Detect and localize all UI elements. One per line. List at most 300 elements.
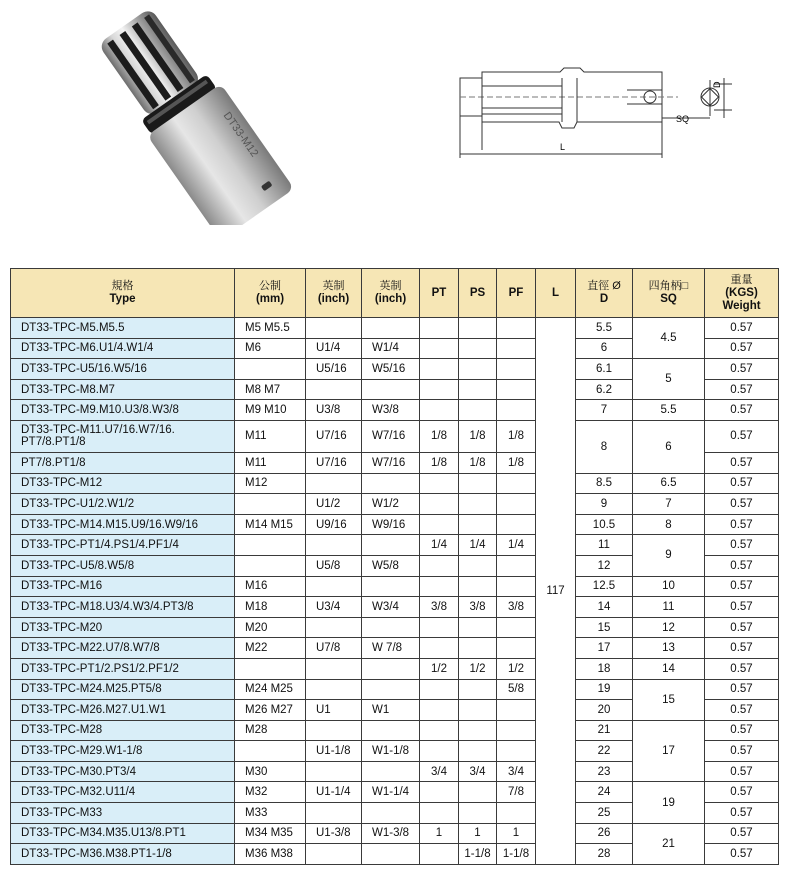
cell-inch-w: W3/8 bbox=[362, 400, 420, 421]
cell-pf: 1-1/8 bbox=[497, 844, 536, 865]
cell-type: DT33-TPC-M8.M7 bbox=[11, 379, 235, 400]
cell-sq: 14 bbox=[633, 658, 705, 679]
cell-inch-u bbox=[306, 617, 362, 638]
cell-mm: M34 M35 bbox=[235, 823, 306, 844]
cell-d: 24 bbox=[576, 782, 633, 803]
cell-inch-u bbox=[306, 379, 362, 400]
table-row bbox=[11, 494, 779, 515]
cell-pf: 3/8 bbox=[497, 597, 536, 618]
cell-d: 21 bbox=[576, 720, 633, 741]
cell-mm: M22 bbox=[235, 638, 306, 659]
table-body bbox=[11, 318, 779, 865]
cell-weight: 0.57 bbox=[705, 658, 779, 679]
cell-d: 6.2 bbox=[576, 379, 633, 400]
spec-table bbox=[10, 268, 779, 865]
cell-mm: M11 bbox=[235, 452, 306, 473]
cell-d: 19 bbox=[576, 679, 633, 700]
cell-inch-w bbox=[362, 803, 420, 824]
cell-inch-u: U5/16 bbox=[306, 359, 362, 380]
cell-type: DT33-TPC-PT1/4.PS1/4.PF1/4 bbox=[11, 535, 235, 556]
cell-weight: 0.57 bbox=[705, 535, 779, 556]
header-en: PF bbox=[508, 286, 524, 299]
cell-ps bbox=[459, 400, 497, 421]
cell-d: 11 bbox=[576, 535, 633, 556]
cell-pf bbox=[497, 638, 536, 659]
cell-ps: 1/2 bbox=[459, 658, 497, 679]
cell-pf: 1/4 bbox=[497, 535, 536, 556]
cell-sq: 21 bbox=[633, 823, 705, 864]
cell-weight: 0.57 bbox=[705, 782, 779, 803]
cell-pf bbox=[497, 514, 536, 535]
cell-inch-u bbox=[306, 576, 362, 597]
cell-inch-w: W7/16 bbox=[362, 420, 420, 452]
header-en: SQ bbox=[660, 293, 677, 305]
cell-sq: 19 bbox=[633, 782, 705, 823]
cell-pt bbox=[420, 679, 459, 700]
cell-d: 8 bbox=[576, 420, 633, 473]
header-sq bbox=[633, 269, 705, 318]
cell-ps: 3/4 bbox=[459, 761, 497, 782]
table-row bbox=[11, 638, 779, 659]
cell-weight: 0.57 bbox=[705, 679, 779, 700]
cell-type: DT33-TPC-U5/8.W5/8 bbox=[11, 555, 235, 576]
cell-mm: M24 M25 bbox=[235, 679, 306, 700]
cell-mm: M11 bbox=[235, 420, 306, 452]
cell-inch-w: W5/8 bbox=[362, 555, 420, 576]
cell-type: DT33-TPC-PT1/2.PS1/2.PF1/2 bbox=[11, 658, 235, 679]
cell-pf bbox=[497, 379, 536, 400]
cell-d: 14 bbox=[576, 597, 633, 618]
cell-pt: 1/8 bbox=[420, 420, 459, 452]
cell-ps bbox=[459, 720, 497, 741]
header-inch-w bbox=[362, 269, 420, 318]
table-row bbox=[11, 318, 779, 339]
cell-weight: 0.57 bbox=[705, 597, 779, 618]
cell-mm: M12 bbox=[235, 473, 306, 494]
cell-inch-w: W1/4 bbox=[362, 338, 420, 359]
cell-pf bbox=[497, 555, 536, 576]
cell-pt bbox=[420, 473, 459, 494]
cell-type: DT33-TPC-M20 bbox=[11, 617, 235, 638]
cell-d: 12.5 bbox=[576, 576, 633, 597]
cell-type: DT33-TPC-M34.M35.U13/8.PT1 bbox=[11, 823, 235, 844]
header-pt bbox=[420, 269, 459, 318]
cell-inch-u: U1/4 bbox=[306, 338, 362, 359]
header-zh: 四角柄□ bbox=[648, 280, 689, 292]
cell-weight: 0.57 bbox=[705, 359, 779, 380]
cell-inch-w bbox=[362, 720, 420, 741]
cell-pf bbox=[497, 741, 536, 762]
cell-ps: 1/4 bbox=[459, 535, 497, 556]
header-en: Type bbox=[109, 293, 136, 305]
cell-weight: 0.57 bbox=[705, 420, 779, 452]
cell-d: 5.5 bbox=[576, 318, 633, 339]
cell-inch-w: W7/16 bbox=[362, 452, 420, 473]
cell-inch-u bbox=[306, 720, 362, 741]
table-row bbox=[11, 617, 779, 638]
cell-mm bbox=[235, 535, 306, 556]
cell-weight: 0.57 bbox=[705, 400, 779, 421]
cell-inch-w bbox=[362, 844, 420, 865]
cell-inch-u: U1-1/8 bbox=[306, 741, 362, 762]
cell-inch-w: W1-1/4 bbox=[362, 782, 420, 803]
cell-type: DT33-TPC-M32.U11/4 bbox=[11, 782, 235, 803]
header-zh: 規格 bbox=[111, 280, 134, 292]
cell-inch-w: W1-1/8 bbox=[362, 741, 420, 762]
cell-pf bbox=[497, 338, 536, 359]
cell-sq: 5.5 bbox=[633, 400, 705, 421]
header-en: (KGS) bbox=[725, 286, 758, 299]
cell-ps bbox=[459, 473, 497, 494]
cell-pt bbox=[420, 338, 459, 359]
header-ps bbox=[459, 269, 497, 318]
cell-weight: 0.57 bbox=[705, 741, 779, 762]
header-d bbox=[576, 269, 633, 318]
header-en: PS bbox=[469, 286, 486, 299]
cell-type: DT33-TPC-M5.M5.5 bbox=[11, 318, 235, 339]
cell-sq: 8 bbox=[633, 514, 705, 535]
cell-pf bbox=[497, 576, 536, 597]
cell-inch-u: U3/4 bbox=[306, 597, 362, 618]
cell-sq: 5 bbox=[633, 359, 705, 400]
cell-mm bbox=[235, 741, 306, 762]
cell-weight: 0.57 bbox=[705, 379, 779, 400]
cell-pt bbox=[420, 720, 459, 741]
cell-ps bbox=[459, 576, 497, 597]
cell-ps bbox=[459, 782, 497, 803]
table-row bbox=[11, 782, 779, 803]
cell-pf: 3/4 bbox=[497, 761, 536, 782]
header-en: (inch) bbox=[317, 293, 350, 305]
cell-weight: 0.57 bbox=[705, 494, 779, 515]
cell-inch-u: U1/2 bbox=[306, 494, 362, 515]
cell-type: DT33-TPC-U1/2.W1/2 bbox=[11, 494, 235, 515]
cell-mm: M9 M10 bbox=[235, 400, 306, 421]
cell-d: 12 bbox=[576, 555, 633, 576]
cell-ps bbox=[459, 617, 497, 638]
cell-pf bbox=[497, 700, 536, 721]
cell-type: DT33-TPC-M24.M25.PT5/8 bbox=[11, 679, 235, 700]
cell-ps bbox=[459, 494, 497, 515]
cell-inch-u: U1-3/8 bbox=[306, 823, 362, 844]
cell-pf: 1 bbox=[497, 823, 536, 844]
cell-sq: 11 bbox=[633, 597, 705, 618]
cell-type: DT33-TPC-M26.M27.U1.W1 bbox=[11, 700, 235, 721]
cell-type: DT33-TPC-M12 bbox=[11, 473, 235, 494]
cell-type: DT33-TPC-M33 bbox=[11, 803, 235, 824]
cell-type: DT33-TPC-U5/16.W5/16 bbox=[11, 359, 235, 380]
cell-type: DT33-TPC-M29.W1-1/8 bbox=[11, 741, 235, 762]
cell-inch-w bbox=[362, 658, 420, 679]
cell-weight: 0.57 bbox=[705, 617, 779, 638]
cell-inch-u: U1-1/4 bbox=[306, 782, 362, 803]
cell-inch-u: U7/16 bbox=[306, 420, 362, 452]
cell-mm: M30 bbox=[235, 761, 306, 782]
cell-weight: 0.57 bbox=[705, 638, 779, 659]
cell-inch-u bbox=[306, 658, 362, 679]
cell-inch-u: U7/8 bbox=[306, 638, 362, 659]
cell-weight: 0.57 bbox=[705, 761, 779, 782]
cell-inch-w: W1-3/8 bbox=[362, 823, 420, 844]
cell-pt: 1/4 bbox=[420, 535, 459, 556]
cell-weight: 0.57 bbox=[705, 844, 779, 865]
cell-inch-u: U7/16 bbox=[306, 452, 362, 473]
cell-ps bbox=[459, 700, 497, 721]
cell-pt bbox=[420, 400, 459, 421]
cell-d: 26 bbox=[576, 823, 633, 844]
cell-inch-w: W5/16 bbox=[362, 359, 420, 380]
cell-d: 18 bbox=[576, 658, 633, 679]
cell-type: PT7/8.PT1/8 bbox=[11, 452, 235, 473]
cell-pt bbox=[420, 844, 459, 865]
cell-mm: M33 bbox=[235, 803, 306, 824]
cell-inch-u bbox=[306, 679, 362, 700]
cell-mm: M36 M38 bbox=[235, 844, 306, 865]
header-en: D bbox=[599, 293, 609, 305]
cell-pf bbox=[497, 318, 536, 339]
cell-pt bbox=[420, 700, 459, 721]
cell-sq: 13 bbox=[633, 638, 705, 659]
cell-inch-w bbox=[362, 379, 420, 400]
cell-mm: M14 M15 bbox=[235, 514, 306, 535]
cell-weight: 0.57 bbox=[705, 555, 779, 576]
cell-pt bbox=[420, 782, 459, 803]
cell-sq: 7 bbox=[633, 494, 705, 515]
cell-pt: 1/8 bbox=[420, 452, 459, 473]
cell-mm: M20 bbox=[235, 617, 306, 638]
table-row bbox=[11, 473, 779, 494]
cell-d: 23 bbox=[576, 761, 633, 782]
cell-mm: M16 bbox=[235, 576, 306, 597]
header-l bbox=[536, 269, 576, 318]
cell-pt bbox=[420, 803, 459, 824]
header-zh: 英制 bbox=[322, 280, 345, 292]
cell-mm: M26 M27 bbox=[235, 700, 306, 721]
table-row bbox=[11, 597, 779, 618]
table-row bbox=[11, 720, 779, 741]
cell-ps: 1-1/8 bbox=[459, 844, 497, 865]
cell-type: DT33-TPC-M30.PT3/4 bbox=[11, 761, 235, 782]
cell-d: 28 bbox=[576, 844, 633, 865]
cell-weight: 0.57 bbox=[705, 514, 779, 535]
cell-type: DT33-TPC-M16 bbox=[11, 576, 235, 597]
cell-sq: 6 bbox=[633, 420, 705, 473]
cell-mm: M28 bbox=[235, 720, 306, 741]
cell-sq: 17 bbox=[633, 720, 705, 782]
cell-pt: 3/4 bbox=[420, 761, 459, 782]
cell-type: DT33-TPC-M36.M38.PT1-1/8 bbox=[11, 844, 235, 865]
cell-inch-w bbox=[362, 473, 420, 494]
cell-pt bbox=[420, 638, 459, 659]
header-zh: 直徑 Ø bbox=[587, 280, 621, 292]
cell-sq: 6.5 bbox=[633, 473, 705, 494]
cell-l: 117 bbox=[536, 318, 576, 865]
header-en: (inch) bbox=[374, 293, 407, 305]
table-row bbox=[11, 420, 779, 452]
cell-inch-u: U5/8 bbox=[306, 555, 362, 576]
cell-ps bbox=[459, 555, 497, 576]
cell-d: 9 bbox=[576, 494, 633, 515]
cell-ps bbox=[459, 318, 497, 339]
cell-pf: 1/2 bbox=[497, 658, 536, 679]
header-zh: 英制 bbox=[379, 280, 402, 292]
header-en: PT bbox=[431, 286, 447, 299]
header-type bbox=[11, 269, 235, 318]
cell-pt bbox=[420, 741, 459, 762]
cell-pt: 1/2 bbox=[420, 658, 459, 679]
cell-pt bbox=[420, 359, 459, 380]
cell-type: DT33-TPC-M22.U7/8.W7/8 bbox=[11, 638, 235, 659]
header-weight bbox=[705, 269, 779, 318]
header-mm bbox=[235, 269, 306, 318]
cell-pf bbox=[497, 494, 536, 515]
header-en: (mm) bbox=[255, 293, 285, 305]
cell-ps bbox=[459, 679, 497, 700]
cell-sq: 9 bbox=[633, 535, 705, 576]
header-zh: 重量 bbox=[730, 273, 753, 286]
header-en2: Weight bbox=[722, 299, 761, 312]
table-row bbox=[11, 576, 779, 597]
cell-inch-u bbox=[306, 318, 362, 339]
cell-pt: 1 bbox=[420, 823, 459, 844]
cell-pf bbox=[497, 617, 536, 638]
cell-type: DT33-TPC-M11.U7/16.W7/16. PT7/8.PT1/8 bbox=[11, 420, 235, 452]
cell-type: DT33-TPC-M9.M10.U3/8.W3/8 bbox=[11, 400, 235, 421]
cell-ps: 3/8 bbox=[459, 597, 497, 618]
cell-inch-u: U1 bbox=[306, 700, 362, 721]
cell-weight: 0.57 bbox=[705, 803, 779, 824]
cell-mm bbox=[235, 555, 306, 576]
cell-mm bbox=[235, 494, 306, 515]
table-row bbox=[11, 535, 779, 556]
cell-pt bbox=[420, 318, 459, 339]
cell-ps: 1 bbox=[459, 823, 497, 844]
cell-inch-w bbox=[362, 318, 420, 339]
cell-weight: 0.57 bbox=[705, 823, 779, 844]
engraving-text: DT33-M12 bbox=[220, 109, 261, 160]
cell-weight: 0.57 bbox=[705, 720, 779, 741]
cell-pf bbox=[497, 720, 536, 741]
cell-pf: 1/8 bbox=[497, 420, 536, 452]
cell-weight: 0.57 bbox=[705, 473, 779, 494]
product-photo bbox=[70, 10, 310, 225]
cell-inch-u bbox=[306, 535, 362, 556]
cell-type: DT33-TPC-M14.M15.U9/16.W9/16 bbox=[11, 514, 235, 535]
cell-mm bbox=[235, 658, 306, 679]
cell-d: 10.5 bbox=[576, 514, 633, 535]
cell-type: DT33-TPC-M28 bbox=[11, 720, 235, 741]
cell-ps bbox=[459, 514, 497, 535]
cell-sq: 4.5 bbox=[633, 318, 705, 359]
header-en: L bbox=[551, 286, 560, 299]
cell-pf bbox=[497, 359, 536, 380]
label-l: L bbox=[560, 142, 566, 152]
cell-sq: 15 bbox=[633, 679, 705, 720]
cell-ps bbox=[459, 638, 497, 659]
cell-d: 8.5 bbox=[576, 473, 633, 494]
header-row bbox=[11, 269, 779, 318]
cell-mm bbox=[235, 359, 306, 380]
cell-pf bbox=[497, 473, 536, 494]
table-row bbox=[11, 359, 779, 380]
cell-inch-w bbox=[362, 576, 420, 597]
cell-d: 7 bbox=[576, 400, 633, 421]
cell-inch-w bbox=[362, 761, 420, 782]
cell-d: 25 bbox=[576, 803, 633, 824]
cell-pt bbox=[420, 555, 459, 576]
cell-pt bbox=[420, 576, 459, 597]
cell-d: 20 bbox=[576, 700, 633, 721]
cell-pt bbox=[420, 514, 459, 535]
cell-ps bbox=[459, 803, 497, 824]
cell-weight: 0.57 bbox=[705, 452, 779, 473]
cell-pt bbox=[420, 617, 459, 638]
cell-inch-w: W9/16 bbox=[362, 514, 420, 535]
cell-ps bbox=[459, 379, 497, 400]
cell-mm: M8 M7 bbox=[235, 379, 306, 400]
cell-pf: 1/8 bbox=[497, 452, 536, 473]
label-d: D bbox=[712, 81, 722, 88]
cell-weight: 0.57 bbox=[705, 338, 779, 359]
header-inch-u bbox=[306, 269, 362, 318]
cell-pf bbox=[497, 400, 536, 421]
cell-type: DT33-TPC-M6.U1/4.W1/4 bbox=[11, 338, 235, 359]
cell-inch-u bbox=[306, 844, 362, 865]
cell-inch-u bbox=[306, 473, 362, 494]
cell-sq: 10 bbox=[633, 576, 705, 597]
cell-mm: M18 bbox=[235, 597, 306, 618]
cell-weight: 0.57 bbox=[705, 576, 779, 597]
cell-type: DT33-TPC-M18.U3/4.W3/4.PT3/8 bbox=[11, 597, 235, 618]
table-row bbox=[11, 823, 779, 844]
table-row bbox=[11, 400, 779, 421]
cell-mm: M5 M5.5 bbox=[235, 318, 306, 339]
cell-inch-u: U9/16 bbox=[306, 514, 362, 535]
table-row bbox=[11, 514, 779, 535]
cell-inch-w bbox=[362, 617, 420, 638]
cell-pf: 5/8 bbox=[497, 679, 536, 700]
cell-pt bbox=[420, 494, 459, 515]
header-zh: 公制 bbox=[259, 280, 281, 292]
cell-pf: 7/8 bbox=[497, 782, 536, 803]
cell-inch-w bbox=[362, 679, 420, 700]
cell-inch-w: W 7/8 bbox=[362, 638, 420, 659]
cell-mm: M32 bbox=[235, 782, 306, 803]
cell-weight: 0.57 bbox=[705, 318, 779, 339]
cell-pf bbox=[497, 803, 536, 824]
cell-d: 22 bbox=[576, 741, 633, 762]
cell-mm: M6 bbox=[235, 338, 306, 359]
cell-ps bbox=[459, 359, 497, 380]
cell-inch-w: W1 bbox=[362, 700, 420, 721]
cell-d: 15 bbox=[576, 617, 633, 638]
cell-inch-u bbox=[306, 761, 362, 782]
cell-inch-w: W3/4 bbox=[362, 597, 420, 618]
cell-pt bbox=[420, 379, 459, 400]
cell-d: 17 bbox=[576, 638, 633, 659]
cell-inch-w bbox=[362, 535, 420, 556]
header-pf bbox=[497, 269, 536, 318]
cell-ps: 1/8 bbox=[459, 452, 497, 473]
cell-d: 6 bbox=[576, 338, 633, 359]
cell-inch-w: W1/2 bbox=[362, 494, 420, 515]
table-row bbox=[11, 679, 779, 700]
cell-pt: 3/8 bbox=[420, 597, 459, 618]
cell-d: 6.1 bbox=[576, 359, 633, 380]
cell-sq: 12 bbox=[633, 617, 705, 638]
cell-weight: 0.57 bbox=[705, 700, 779, 721]
technical-drawing bbox=[452, 50, 742, 165]
